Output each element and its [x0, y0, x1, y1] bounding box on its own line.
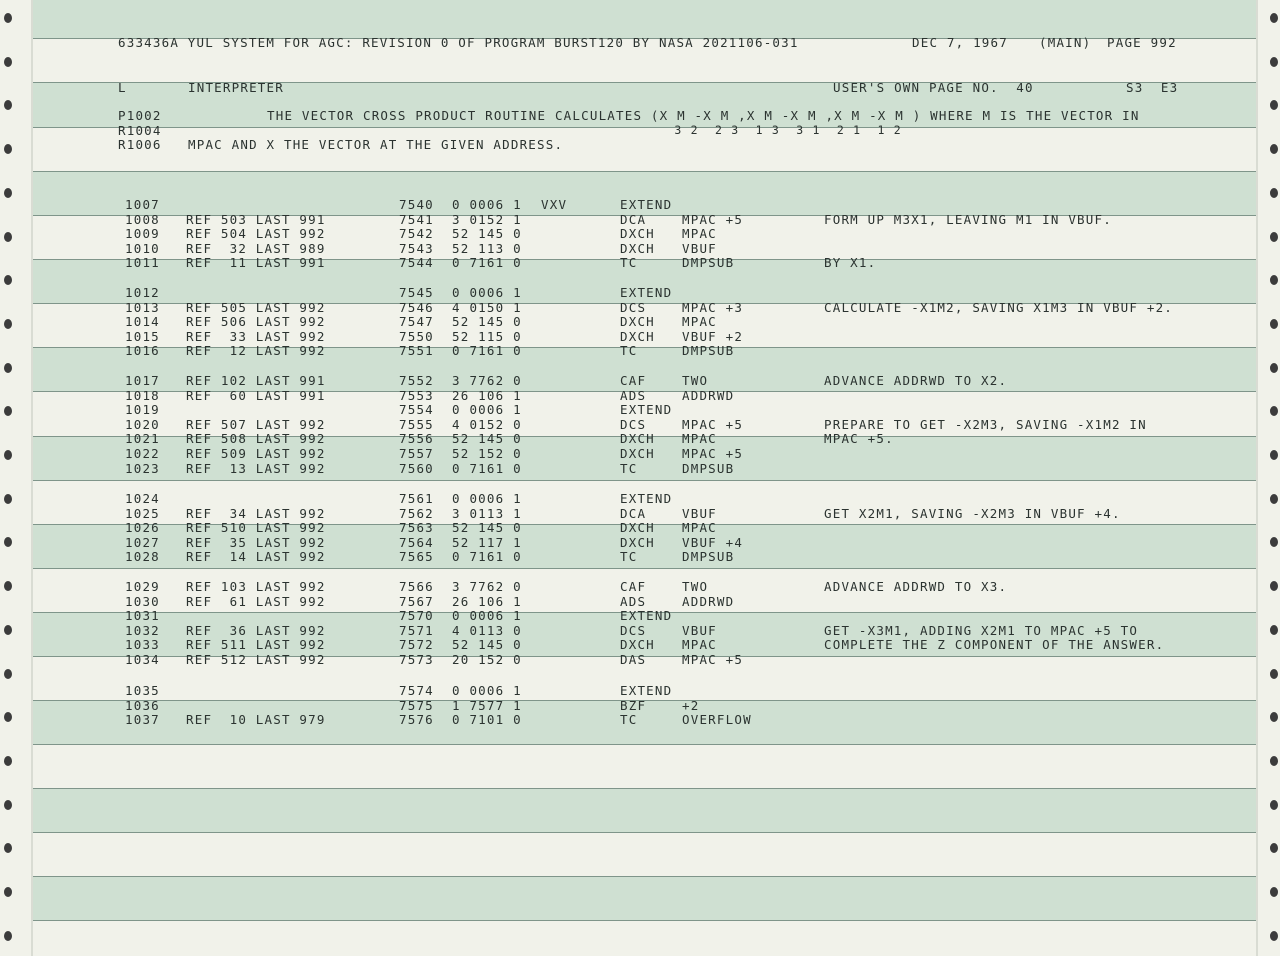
feed-hole [4, 144, 12, 154]
feed-hole [4, 931, 12, 941]
memory-address: 7554 [399, 402, 434, 418]
feed-hole [4, 887, 12, 897]
memory-address: 7543 [399, 240, 434, 256]
operand: TWO [682, 579, 709, 594]
remark-id: P1002 [118, 108, 162, 123]
opcode: TC [620, 460, 638, 476]
octal-code: 52 145 0 [452, 431, 522, 447]
memory-address: 7566 [399, 579, 434, 594]
octal-code: 52 145 0 [452, 226, 522, 242]
octal-code: 0 7161 0 [452, 255, 522, 271]
octal-code: 52 145 0 [452, 314, 522, 330]
bar-rule [32, 171, 1256, 172]
header-main-label: (MAIN) [1039, 35, 1092, 50]
feed-hole [4, 712, 12, 722]
feed-hole [4, 800, 12, 810]
memory-address: 7575 [399, 697, 434, 713]
subheader-user-page: USER'S OWN PAGE NO. 40 [833, 80, 1034, 95]
memory-address: 7576 [399, 712, 434, 728]
opcode: DXCH [620, 534, 655, 550]
line-number: 1007 [125, 197, 160, 212]
memory-address: 7550 [399, 328, 434, 344]
line-number: 1035 [125, 683, 160, 698]
feed-hole [1270, 800, 1278, 810]
opcode: EXTEND [620, 197, 673, 212]
opcode: DXCH [620, 520, 655, 536]
memory-address: 7564 [399, 534, 434, 550]
feed-hole [4, 494, 12, 504]
subheader-section: INTERPRETER [188, 80, 284, 95]
operand: TWO [682, 373, 709, 388]
remark-subscripts: 3 2 2 3 1 3 3 1 2 1 1 2 [187, 123, 902, 137]
opcode: TC [620, 255, 638, 271]
comment: ADVANCE ADDRWD TO X2. [824, 373, 1008, 388]
cross-reference: REF 512 LAST 992 [186, 652, 326, 667]
memory-address: 7560 [399, 460, 434, 476]
octal-code: 26 106 1 [452, 593, 522, 609]
octal-code: 52 145 0 [452, 637, 522, 653]
line-number: 1016 [125, 343, 160, 359]
feed-hole [4, 13, 12, 23]
octal-code: 0 0006 1 [452, 608, 522, 624]
line-number: 1008 [125, 211, 160, 227]
comment: CALCULATE -X1M2, SAVING X1M3 IN VBUF +2. [824, 299, 1174, 315]
line-number: 1010 [125, 240, 160, 256]
opcode: CAF [620, 579, 647, 594]
line-number: 1009 [125, 226, 160, 242]
cross-reference: REF 36 LAST 992 [186, 622, 326, 638]
cross-reference: REF 61 LAST 992 [186, 593, 326, 609]
feed-hole [1270, 581, 1278, 591]
memory-address: 7561 [399, 491, 434, 506]
octal-code: 1 7577 1 [452, 697, 522, 713]
opcode: ADS [620, 387, 647, 403]
cross-reference: REF 503 LAST 991 [186, 211, 326, 227]
feed-hole [1270, 13, 1278, 23]
memory-address: 7574 [399, 683, 434, 698]
octal-code: 0 0006 1 [452, 402, 522, 418]
operand: MPAC [682, 226, 717, 242]
line-number: 1019 [125, 402, 160, 418]
feed-hole [4, 363, 12, 373]
feed-hole [1270, 887, 1278, 897]
feed-hole [1270, 625, 1278, 635]
line-number: 1023 [125, 460, 160, 476]
line-number: 1013 [125, 299, 160, 315]
remark-text: THE VECTOR CROSS PRODUCT ROUTINE CALCULATES (X M -X M ,X M -X M ,X M -X M ) WHERE M IS THE VECTOR IN [267, 108, 1140, 123]
feed-hole [1270, 931, 1278, 941]
subheader-marker: L [118, 80, 127, 95]
operand: DMPSUB [682, 343, 735, 359]
octal-code: 52 152 0 [452, 446, 522, 461]
operand: VBUF [682, 505, 717, 521]
cross-reference: REF 505 LAST 992 [186, 299, 326, 315]
octal-code: 26 106 1 [452, 387, 522, 403]
operand: DMPSUB [682, 255, 735, 271]
operand: ADDRWD [682, 387, 735, 403]
opcode: TC [620, 712, 638, 728]
opcode: BZF [620, 697, 647, 713]
feed-hole [1270, 188, 1278, 198]
line-number: 1030 [125, 593, 160, 609]
cross-reference: REF 511 LAST 992 [186, 637, 326, 653]
cross-reference: REF 510 LAST 992 [186, 520, 326, 536]
opcode: CAF [620, 373, 647, 388]
line-number: 1031 [125, 608, 160, 624]
memory-address: 7541 [399, 211, 434, 227]
memory-address: 7570 [399, 608, 434, 624]
feed-hole [1270, 100, 1278, 110]
opcode: EXTEND [620, 402, 673, 418]
operand: DMPSUB [682, 460, 735, 476]
line-number: 1036 [125, 697, 160, 713]
comment: BY X1. [824, 255, 877, 271]
octal-code: 3 0113 1 [452, 505, 522, 521]
line-number: 1017 [125, 373, 160, 388]
operand: MPAC [682, 520, 717, 536]
memory-address: 7572 [399, 637, 434, 653]
opcode: DCS [620, 416, 647, 432]
operand: MPAC +3 [682, 299, 744, 315]
octal-code: 0 7161 0 [452, 549, 522, 565]
remark-id: R1006 [118, 137, 162, 152]
line-number: 1032 [125, 622, 160, 638]
feed-hole [4, 406, 12, 416]
memory-address: 7544 [399, 255, 434, 271]
feed-hole [4, 275, 12, 285]
octal-code: 52 113 0 [452, 240, 522, 256]
cross-reference: REF 508 LAST 992 [186, 431, 326, 447]
octal-code: 0 7161 0 [452, 343, 522, 359]
opcode: DXCH [620, 328, 655, 344]
operand: MPAC [682, 637, 717, 653]
cross-reference: REF 103 LAST 992 [186, 579, 326, 594]
opcode: TC [620, 549, 638, 565]
operand: VBUF [682, 622, 717, 638]
memory-address: 7545 [399, 285, 434, 300]
line-number: 1033 [125, 637, 160, 653]
octal-code: 52 145 0 [452, 520, 522, 536]
feed-hole [1270, 712, 1278, 722]
opcode: DXCH [620, 314, 655, 330]
operand: ADDRWD [682, 593, 735, 609]
feed-hole [4, 319, 12, 329]
opcode: DXCH [620, 637, 655, 653]
cross-reference: REF 509 LAST 992 [186, 446, 326, 461]
operand: DMPSUB [682, 549, 735, 565]
octal-code: 4 0150 1 [452, 299, 522, 315]
comment: GET -X3M1, ADDING X2M1 TO MPAC +5 TO [824, 622, 1139, 638]
cross-reference: REF 506 LAST 992 [186, 314, 326, 330]
remark-id: R1004 [118, 123, 162, 138]
opcode: DCA [620, 211, 647, 227]
operand: VBUF [682, 240, 717, 256]
line-number: 1022 [125, 446, 160, 461]
feed-hole [4, 232, 12, 242]
cross-reference: REF 12 LAST 992 [186, 343, 326, 359]
opcode: EXTEND [620, 683, 673, 698]
octal-code: 0 0006 1 [452, 197, 522, 212]
octal-code: 3 0152 1 [452, 211, 522, 227]
operand: VBUF +4 [682, 534, 744, 550]
octal-code: 0 0006 1 [452, 285, 522, 300]
line-number: 1026 [125, 520, 160, 536]
line-number: 1037 [125, 712, 160, 728]
opcode: DXCH [620, 431, 655, 447]
feed-hole [1270, 363, 1278, 373]
line-number: 1029 [125, 579, 160, 594]
feed-hole [4, 669, 12, 679]
cross-reference: REF 13 LAST 992 [186, 460, 326, 476]
symbol-label: VXV [541, 197, 568, 212]
feed-hole [4, 625, 12, 635]
line-number: 1020 [125, 416, 160, 432]
line-number: 1027 [125, 534, 160, 550]
octal-code: 0 0006 1 [452, 491, 522, 506]
opcode: DCA [620, 505, 647, 521]
header-date: DEC 7, 1967 [912, 35, 1008, 50]
opcode: TC [620, 343, 638, 359]
feed-hole [4, 100, 12, 110]
octal-code: 20 152 0 [452, 652, 522, 667]
memory-address: 7542 [399, 226, 434, 242]
feed-hole [4, 450, 12, 460]
cross-reference: REF 102 LAST 991 [186, 373, 326, 388]
memory-address: 7547 [399, 314, 434, 330]
perforation-edge [1256, 0, 1258, 956]
operand: MPAC +5 [682, 211, 744, 227]
comment: COMPLETE THE Z COMPONENT OF THE ANSWER. [824, 637, 1165, 653]
operand: MPAC [682, 314, 717, 330]
header-page-number: PAGE 992 [1107, 35, 1177, 50]
line-number: 1018 [125, 387, 160, 403]
green-bar [32, 876, 1256, 920]
feed-hole [1270, 537, 1278, 547]
memory-address: 7551 [399, 343, 434, 359]
opcode: DXCH [620, 446, 655, 461]
opcode: DAS [620, 652, 647, 667]
bar-rule [32, 876, 1256, 877]
memory-address: 7556 [399, 431, 434, 447]
opcode: DXCH [620, 226, 655, 242]
memory-address: 7567 [399, 593, 434, 609]
cross-reference: REF 507 LAST 992 [186, 416, 326, 432]
comment: PREPARE TO GET -X2M3, SAVING -X1M2 IN [824, 416, 1147, 432]
cross-reference: REF 34 LAST 992 [186, 505, 326, 521]
feed-hole [1270, 144, 1278, 154]
comment: MPAC +5. [824, 431, 894, 447]
operand: MPAC +5 [682, 416, 744, 432]
feed-hole [1270, 275, 1278, 285]
octal-code: 52 117 1 [452, 534, 522, 550]
octal-code: 4 0152 0 [452, 416, 522, 432]
line-number: 1015 [125, 328, 160, 344]
cross-reference: REF 35 LAST 992 [186, 534, 326, 550]
perforation-edge [31, 0, 33, 956]
line-number: 1014 [125, 314, 160, 330]
feed-hole [1270, 319, 1278, 329]
feed-hole [1270, 669, 1278, 679]
memory-address: 7565 [399, 549, 434, 565]
operand: MPAC [682, 431, 717, 447]
cross-reference: REF 504 LAST 992 [186, 226, 326, 242]
opcode: DCS [620, 622, 647, 638]
feed-hole [4, 581, 12, 591]
comment: FORM UP M3X1, LEAVING M1 IN VBUF. [824, 211, 1112, 227]
line-number: 1025 [125, 505, 160, 521]
cross-reference: REF 32 LAST 989 [186, 240, 326, 256]
cross-reference: REF 14 LAST 992 [186, 549, 326, 565]
memory-address: 7571 [399, 622, 434, 638]
memory-address: 7546 [399, 299, 434, 315]
line-number: 1024 [125, 491, 160, 506]
bar-rule [32, 832, 1256, 833]
feed-hole [1270, 450, 1278, 460]
remark-text: MPAC AND X THE VECTOR AT THE GIVEN ADDRESS. [188, 137, 564, 152]
octal-code: 4 0113 0 [452, 622, 522, 638]
memory-address: 7540 [399, 197, 434, 212]
bar-rule [32, 744, 1256, 745]
memory-address: 7557 [399, 446, 434, 461]
octal-code: 0 7161 0 [452, 460, 522, 476]
opcode: ADS [620, 593, 647, 609]
memory-address: 7553 [399, 387, 434, 403]
bar-rule [32, 480, 1256, 481]
cross-reference: REF 11 LAST 991 [186, 255, 326, 271]
octal-code: 3 7762 0 [452, 373, 522, 388]
opcode: EXTEND [620, 491, 673, 506]
operand: OVERFLOW [682, 712, 752, 728]
operand: MPAC +5 [682, 446, 744, 461]
opcode: DXCH [620, 240, 655, 256]
opcode: DCS [620, 299, 647, 315]
feed-hole [4, 57, 12, 67]
header-title: 633436A YUL SYSTEM FOR AGC: REVISION 0 OF PROGRAM BURST120 BY NASA 2021106-031 [118, 35, 799, 50]
line-number: 1028 [125, 549, 160, 565]
octal-code: 0 7101 0 [452, 712, 522, 728]
memory-address: 7563 [399, 520, 434, 536]
feed-hole [4, 537, 12, 547]
memory-address: 7552 [399, 373, 434, 388]
operand: VBUF +2 [682, 328, 744, 344]
cross-reference: REF 10 LAST 979 [186, 712, 326, 728]
octal-code: 52 115 0 [452, 328, 522, 344]
feed-hole [4, 756, 12, 766]
feed-hole [1270, 494, 1278, 504]
comment: ADVANCE ADDRWD TO X3. [824, 579, 1008, 594]
operand: +2 [682, 697, 700, 713]
line-number: 1011 [125, 255, 160, 271]
opcode: EXTEND [620, 608, 673, 624]
feed-hole [1270, 406, 1278, 416]
opcode: EXTEND [620, 285, 673, 300]
feed-hole [1270, 843, 1278, 853]
bar-rule [32, 788, 1256, 789]
bar-rule [32, 568, 1256, 569]
memory-address: 7573 [399, 652, 434, 667]
feed-hole [1270, 57, 1278, 67]
subheader-codes: S3 E3 [1126, 80, 1179, 95]
green-bar [32, 788, 1256, 832]
operand: MPAC +5 [682, 652, 744, 667]
memory-address: 7555 [399, 416, 434, 432]
comment: GET X2M1, SAVING -X2M3 IN VBUF +4. [824, 505, 1121, 521]
line-number: 1021 [125, 431, 160, 447]
feed-hole [1270, 756, 1278, 766]
line-number: 1034 [125, 652, 160, 667]
green-bar [32, 0, 1256, 38]
octal-code: 3 7762 0 [452, 579, 522, 594]
feed-hole [4, 188, 12, 198]
line-number: 1012 [125, 285, 160, 300]
octal-code: 0 0006 1 [452, 683, 522, 698]
bar-rule [32, 920, 1256, 921]
feed-hole [1270, 232, 1278, 242]
cross-reference: REF 60 LAST 991 [186, 387, 326, 403]
memory-address: 7562 [399, 505, 434, 521]
cross-reference: REF 33 LAST 992 [186, 328, 326, 344]
feed-hole [4, 843, 12, 853]
